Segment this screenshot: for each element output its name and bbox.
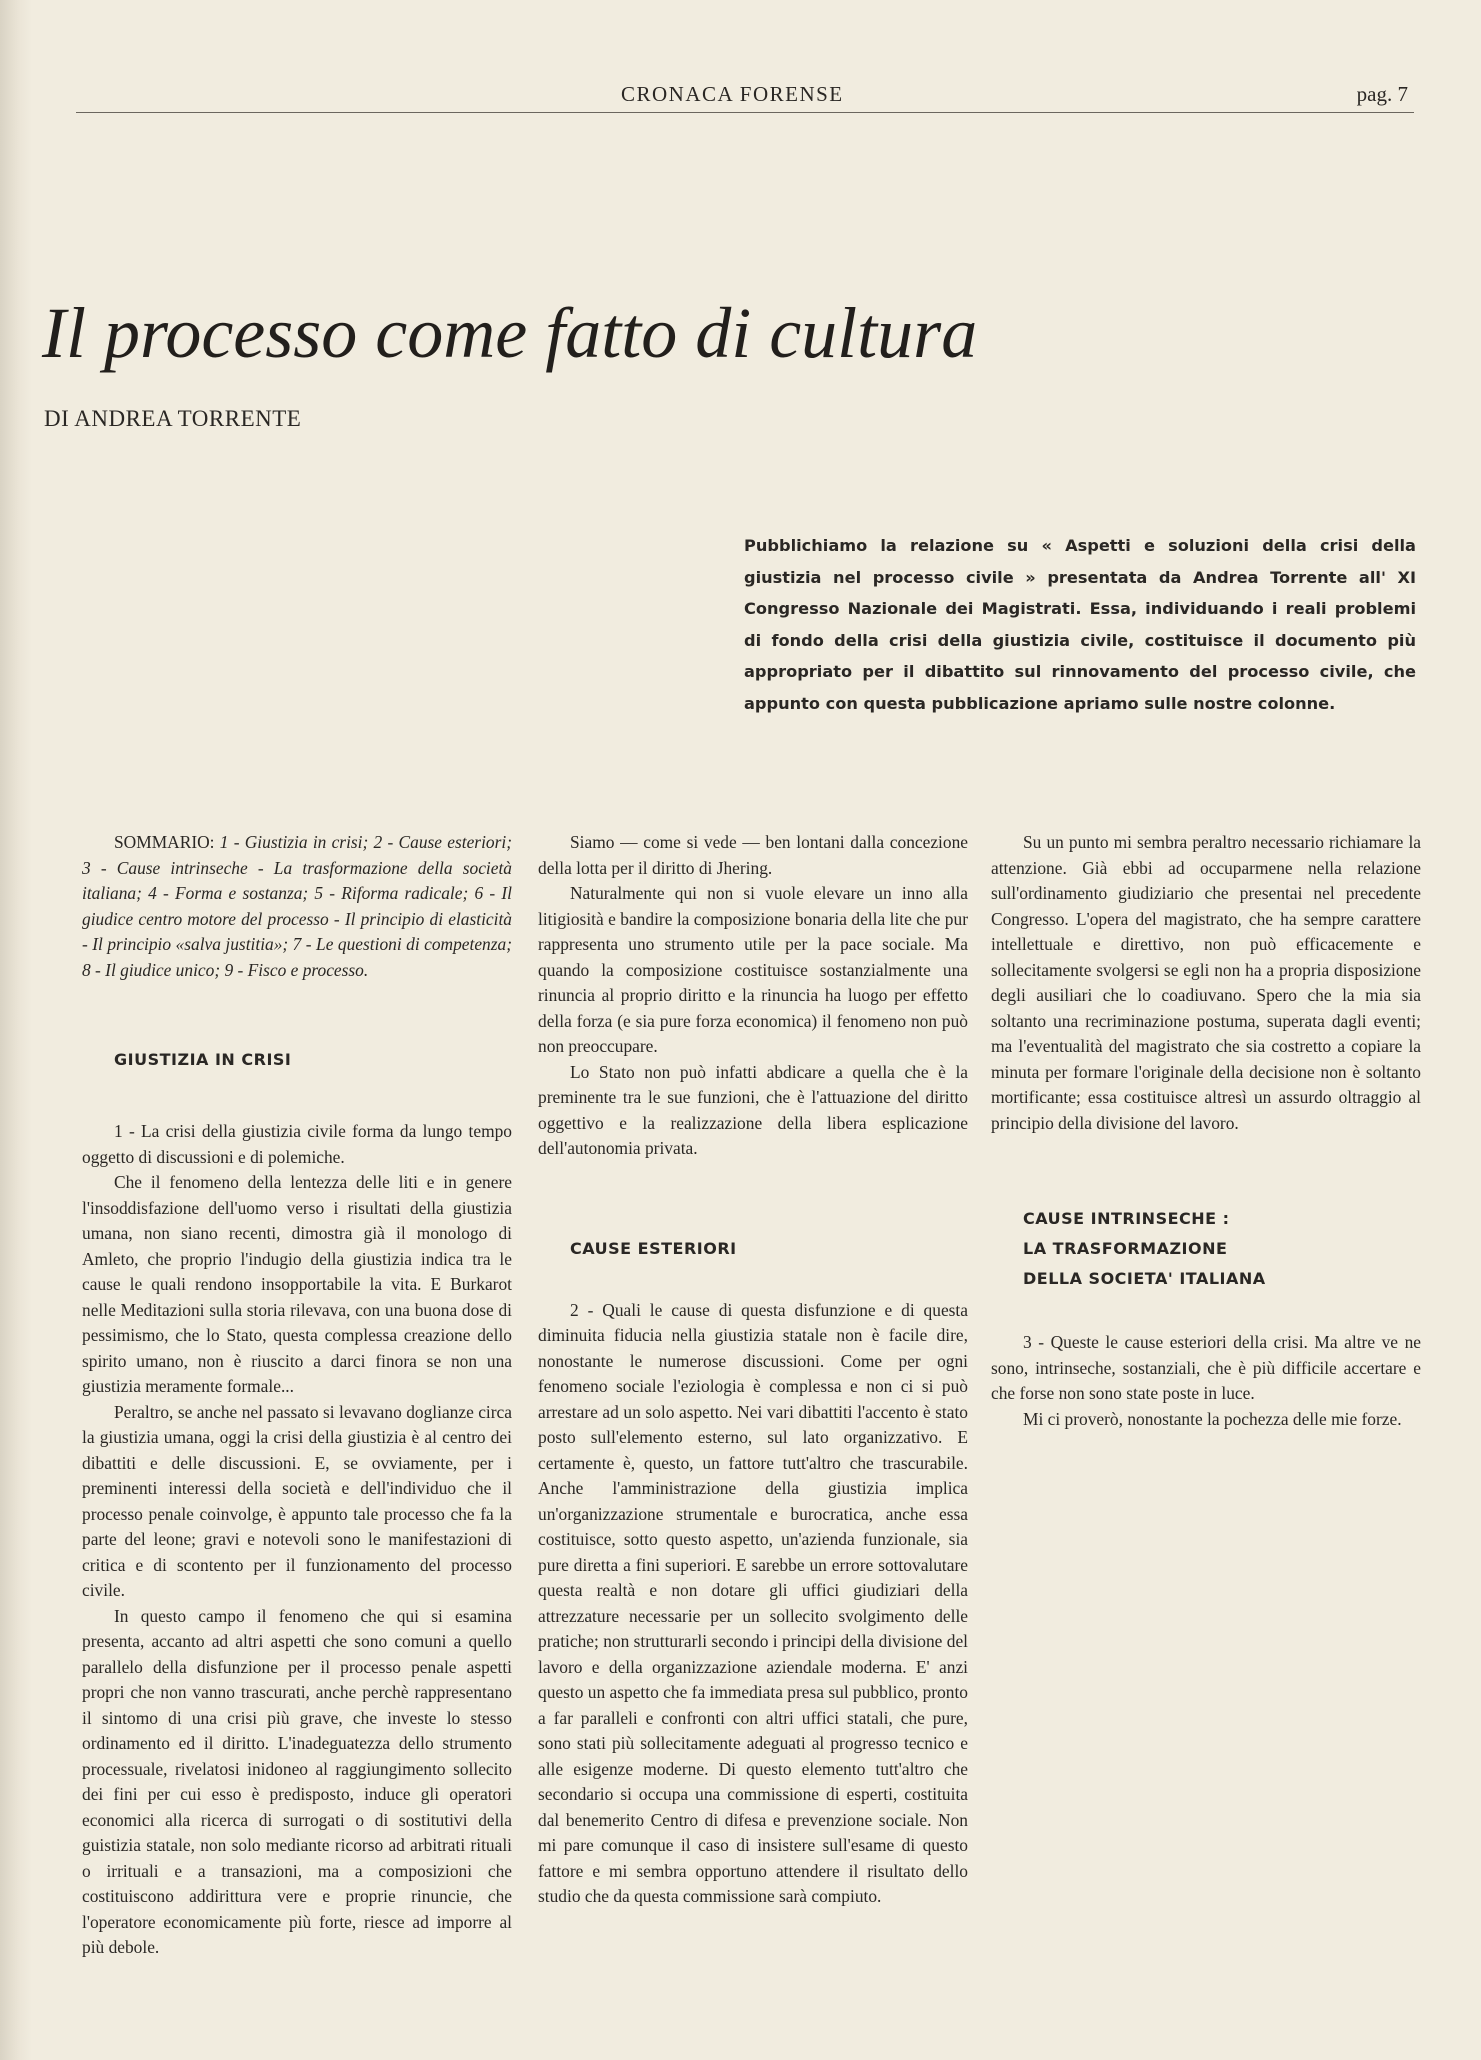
paragraph-10: 3 - Queste le cause esteriori della crisi. Ma altre ve ne sono, intrinseche, sostanziali, che è più difficile accertare e che forse non sono state poste in luce. — [991, 1332, 1421, 1403]
paragraph-6: Naturalmente qui non si vuole elevare un inno alla litigiosità e bandire la composizione bonaria della lite che pur rappresenta uno strumento utile per la pace sociale. Ma quando la composizione costituisce sostanzialmente una rinuncia al proprio diritto e la rinuncia ha luogo per effetto della forza (e sia pure forza economica) il fenomeno non può non preoccupare. — [538, 883, 968, 1056]
text-column-1 — [82, 830, 512, 1961]
page-number: pag. 7 — [1356, 82, 1408, 106]
section-heading-2: CAUSE ESTERIORI — [570, 1238, 737, 1258]
section-heading-3 — [991, 1204, 1421, 1294]
text-column-2 — [538, 830, 968, 1910]
paragraph-1: 1 - La crisi della giustizia civile forma da lungo tempo oggetto di discussioni e di polemiche. — [82, 1121, 512, 1167]
paragraph-8: 2 - Quali le cause di questa disfunzione e di questa diminuita fiducia nella giustizia statale non è facile dire, nonostante le numerose discussioni. Come per ogni fenomeno sociale l'eziologia è complessa e non ci si può arrestare ad un solo aspetto. Nei vari dibattiti l'accento è stato posto sull'elemento esterno, sul lato organizzativo. E certamente è, questo, un fattore tutt'altro che trascurabile. Anche l'amministrazione della giustizia implica un'organizzazione strumentale e burocratica, anche essa costituisce, sotto questo aspetto, un'azienda funzionale, sia pure diretta a fini superiori. E sarebbe un errore sottovalutare questa realtà e non dotare gli uffici giudiziari della attrezzature necessarie per un sollecito svolgimento delle pratiche; non strutturarli secondo i principi della divisione del lavoro e della organizzazione aziendale moderna. E' anzi questo un aspetto che fa immediata presa sul pubblico, pronto a far paralleli e confronti con altri uffici statali, che pure, sono stati più sollecitamente adeguati al progresso tecnico e alle esigenze moderne. Di questo elemento tutt'altro che secondario si occupa una commissione di esperti, costituita dal benemerito Centro di difesa e prevenzione sociale. Non mi pare comunque il caso di insistere sull'esame di questo fattore e mi sembra opportuno attendere il risultato dello studio che da questa commissione sarà compiuto. — [538, 1299, 968, 1906]
running-title: CRONACA FORENSE — [621, 82, 844, 106]
article-title: Il processo come fatto di cultura — [42, 293, 978, 373]
summary-label: SOMMARIO: — [114, 832, 215, 852]
paragraph-4: In questo campo il fenomeno che qui si esamina presenta, accanto ad altri aspetti che sono comuni a quello parallelo della disfunzione per il processo penale aspetti propri che non vanno trascurati, anche perchè rappresentano il sintomo di una crisi più grave, che investe lo stesso ordinamento ed il diritto. L'inadeguatezza dello strumento processuale, rivelatosi inidoneo al raggiungimento sollecito dei fini per cui esso è predisposto, induce gli operatori economici alla ricerca di surrogati o di sostitutivi della guistizia statale, non solo mediante ricorso ad arbitrati rituali o irrituali e a transazioni, ma a composizioni che costituiscono addirittura vere e proprie rinuncie, che l'operatore economicamente più forte, riesce ad imporre al più debole. — [82, 1605, 512, 1957]
paragraph-3: Peraltro, se anche nel passato si levavano doglianze circa la giustizia umana, oggi la crisi della giustizia è al centro dei dibattiti e delle discussioni. E, se ovviamente, per i preminenti interessi della società e dell'individuo che il processo penale coinvolge, è appunto tale processo che fa la parte del leone; gravi e notevoli sono le manifestazioni di critica e di scontento per il funzionamento del processo civile. — [82, 1401, 512, 1600]
article-byline: DI ANDREA TORRENTE — [44, 406, 302, 431]
text-column-3 — [991, 830, 1421, 1432]
page-binding-shadow — [0, 0, 32, 2060]
summary-block — [82, 830, 512, 983]
paragraph-2: Che il fenomeno della lentezza delle liti e in genere l'insoddisfazione dell'uomo verso i risultati della giustizia umana, non siano recenti, dimostra già il monologo di Amleto, che proprio l'indugio della giustizia indica tra le cause le quali rendono insopportabile la vita. E Burkarot nelle Meditazioni sulla storia rilevava, con una buona dose di pessimismo, che lo Stato, questa complessa creazione dello spirito umano, non è riuscito a darci finora se non una giustizia meramente formale... — [82, 1172, 512, 1396]
article-intro: Pubblichiamo la relazione su « Aspetti e soluzioni della crisi della giustizia nel processo civile » presentata da Andrea Torrente all' XI Congresso Nazionale dei Magistrati. Essa, individuando i reali problemi di fondo della crisi della giustizia civile, costituisce il documento più appropriato per il dibattito sul rinnovamento del processo civile, che appunto con questa pubblicazione apriamo sulle nostre colonne. — [744, 536, 1416, 713]
section-heading-3-line-3: DELLA SOCIETA' ITALIANA — [1023, 1269, 1266, 1288]
running-header — [76, 82, 1414, 113]
section-heading-1: GIUSTIZIA IN CRISI — [114, 1050, 292, 1069]
paragraph-9: Su un punto mi sembra peraltro necessario richiamare la attenzione. Già ebbi ad occuparmene nella relazione sull'ordinamento giudiziario che presentai nel precedente Congresso. L'opera del magistrato, che ha sempre carattere intellettuale e direttivo, non può efficacemente e sollecitamente svolgersi se egli non ha a propria disposizione degli ausiliari che lo coadiuvano. Spero che la mia sia soltanto una recriminazione postuma, superata dagli eventi; ma l'eventualità del magistrato che sia costretto a copiare la minuta per formare l'originale della decisione non è soltanto mortificante; essa costituisce altresì un assurdo oltraggio al principio della divisione del lavoro. — [991, 832, 1421, 1133]
section-heading-3-line-2: LA TRASFORMAZIONE — [1023, 1239, 1228, 1258]
paragraph-11: Mi ci proverò, nonostante la pochezza delle mie forze. — [1023, 1408, 1402, 1429]
section-heading-3-line-1: CAUSE INTRINSECHE : — [1023, 1209, 1230, 1228]
paragraph-7: Lo Stato non può infatti abdicare a quella che è la preminente tra le sue funzioni, che è l'attuazione del diritto oggettivo e la realizzazione della libera esplicazione dell'autonomia privata. — [538, 1061, 968, 1158]
summary-text: 1 - Giustizia in crisi; 2 - Cause esteriori; 3 - Cause intrinseche - La trasformazione della società italiana; 4 - Forma e sostanza; 5 - Riforma radicale; 6 - Il giudice centro motore del processo - Il principio di elasticità - Il principio «salva justitia»; 7 - Le questioni di competenza; 8 - Il giudice unico; 9 - Fisco e processo. — [82, 832, 512, 980]
paragraph-5: Siamo — come si vede — ben lontani dalla concezione della lotta per il diritto di Jhering. — [538, 832, 968, 878]
